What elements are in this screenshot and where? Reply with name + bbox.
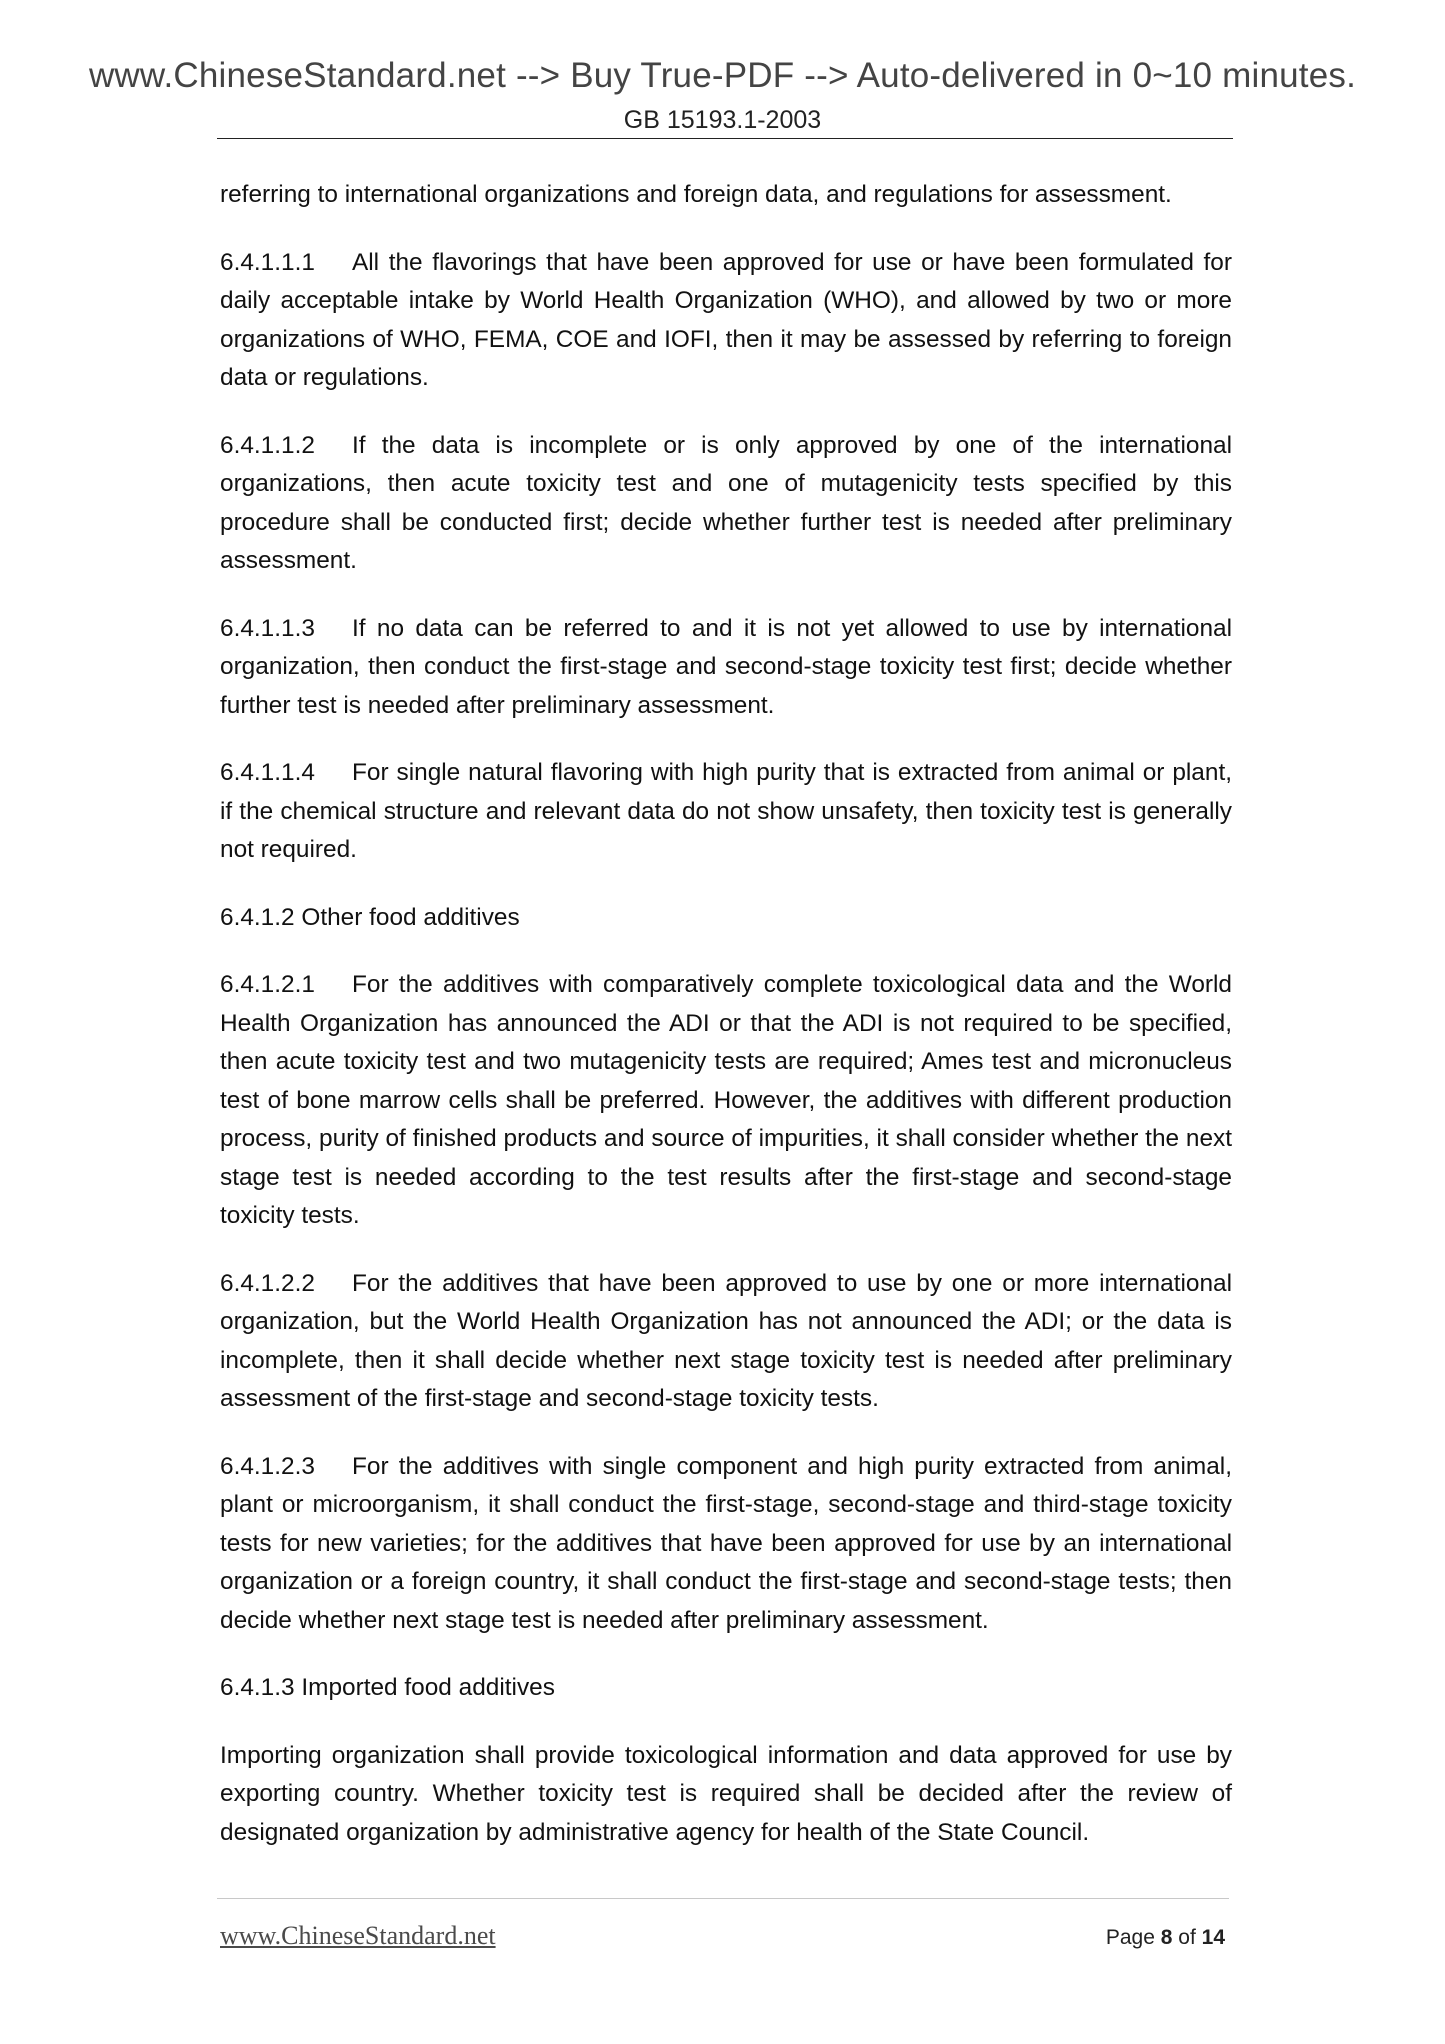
standard-code: GB 15193.1-2003 (623, 106, 822, 134)
document-body (220, 176, 1232, 1881)
section-heading-imported-additives: 6.4.1.3 Imported food additives (220, 1674, 555, 1701)
clause-text: For single natural flavoring with high purity that is extracted from animal or plant, if the chemical structure and relevant data do not show unsafety, then toxicity test is generally not required. (220, 759, 1232, 863)
clause-text: For the additives with comparatively complete toxicological data and the World Health Organization has announced the ADI or that the ADI is not required to be specified, then acute toxicity test and two mutagenicity tests are required; Ames test and micronucleus test of bone marrow cells shall be preferred. However, the additives with different production process, purity of finished products and source of impurities, it shall consider whether the next stage test is needed according to the test results after the first-stage and second-stage toxicity tests. (220, 971, 1232, 1229)
clause-text: If no data can be referred to and it is not yet allowed to use by international organization, then conduct the first-stage and second-stage toxicity test first; decide whether further test is needed after preliminary assessment. (220, 614, 1232, 719)
imported-additives-paragraph: Importing organization shall provide toxicological information and data approved for use by exporting country. Whether toxicity test is required shall be decided after the review of designated organization by administrative agency for health of the State Council. (220, 1741, 1232, 1846)
clause-6-4-1-2-1 (220, 966, 1232, 1236)
page-of: of (1178, 1926, 1196, 1949)
clause-text: For the additives that have been approved to use by one or more international organization, but the World Health Organization has not announced the ADI; or the data is incomplete, then it shall decide whether next stage toxicity test is needed after preliminary assessment of the first-stage and second-stage toxicity tests. (220, 1269, 1232, 1412)
clause-text: For the additives with single component and high purity extracted from animal, plant or microorganism, it shall conduct the first-stage, second-stage and third-stage toxicity tests for new varieties; for the additives that have been approved for use by an international organization or a foreign country, it shall conduct the first-stage and second-stage tests; then decide whether next stage test is needed after preliminary assessment. (220, 1452, 1232, 1634)
clause-number: 6.4.1.1.1 (220, 248, 315, 276)
clause-number: 6.4.1.2.2 (220, 1269, 315, 1297)
clause-number: 6.4.1.2.1 (220, 971, 315, 998)
clause-number: 6.4.1.1.3 (220, 614, 315, 642)
header-divider (217, 138, 1233, 139)
page-prefix: Page (1105, 1926, 1155, 1949)
clause-6-4-1-2-3 (220, 1448, 1232, 1641)
intro-paragraph: referring to international organizations and foreign data, and regulations for assessment. (220, 181, 1172, 208)
clause-text: All the flavorings that have been approved for use or have been formulated for daily acceptable intake by World Health Organization (WHO), and allowed by two or more organizations of WHO, FEMA, COE and IOFI, then it may be assessed by referring to foreign data or regulations. (220, 248, 1232, 391)
clause-number: 6.4.1.2.3 (220, 1452, 315, 1480)
page-total: 14 (1201, 1926, 1225, 1949)
clause-6-4-1-1-4 (220, 754, 1232, 870)
clause-6-4-1-1-3 (220, 610, 1232, 726)
clause-number: 6.4.1.1.2 (220, 431, 315, 459)
page-current: 8 (1160, 1926, 1173, 1949)
page-number (1106, 1926, 1225, 1950)
footer-site-link[interactable]: www.ChineseStandard.net (220, 1921, 496, 1950)
clause-6-4-1-1-1 (220, 244, 1232, 398)
clause-6-4-1-2-2 (220, 1265, 1232, 1419)
clause-6-4-1-1-2 (220, 427, 1232, 581)
top-banner: www.ChineseStandard.net --> Buy True-PDF --> Auto-delivered in 0~10 minutes. (88, 56, 1357, 95)
clause-number: 6.4.1.1.4 (220, 759, 315, 786)
footer-divider (217, 1898, 1229, 1899)
section-heading-other-additives: 6.4.1.2 Other food additives (220, 903, 520, 931)
clause-text: If the data is incomplete or is only approved by one of the international organizations, then acute toxicity test and one of mutagenicity tests specified by this procedure shall be conducted first; decide whether further test is needed after preliminary assessment. (220, 431, 1232, 574)
